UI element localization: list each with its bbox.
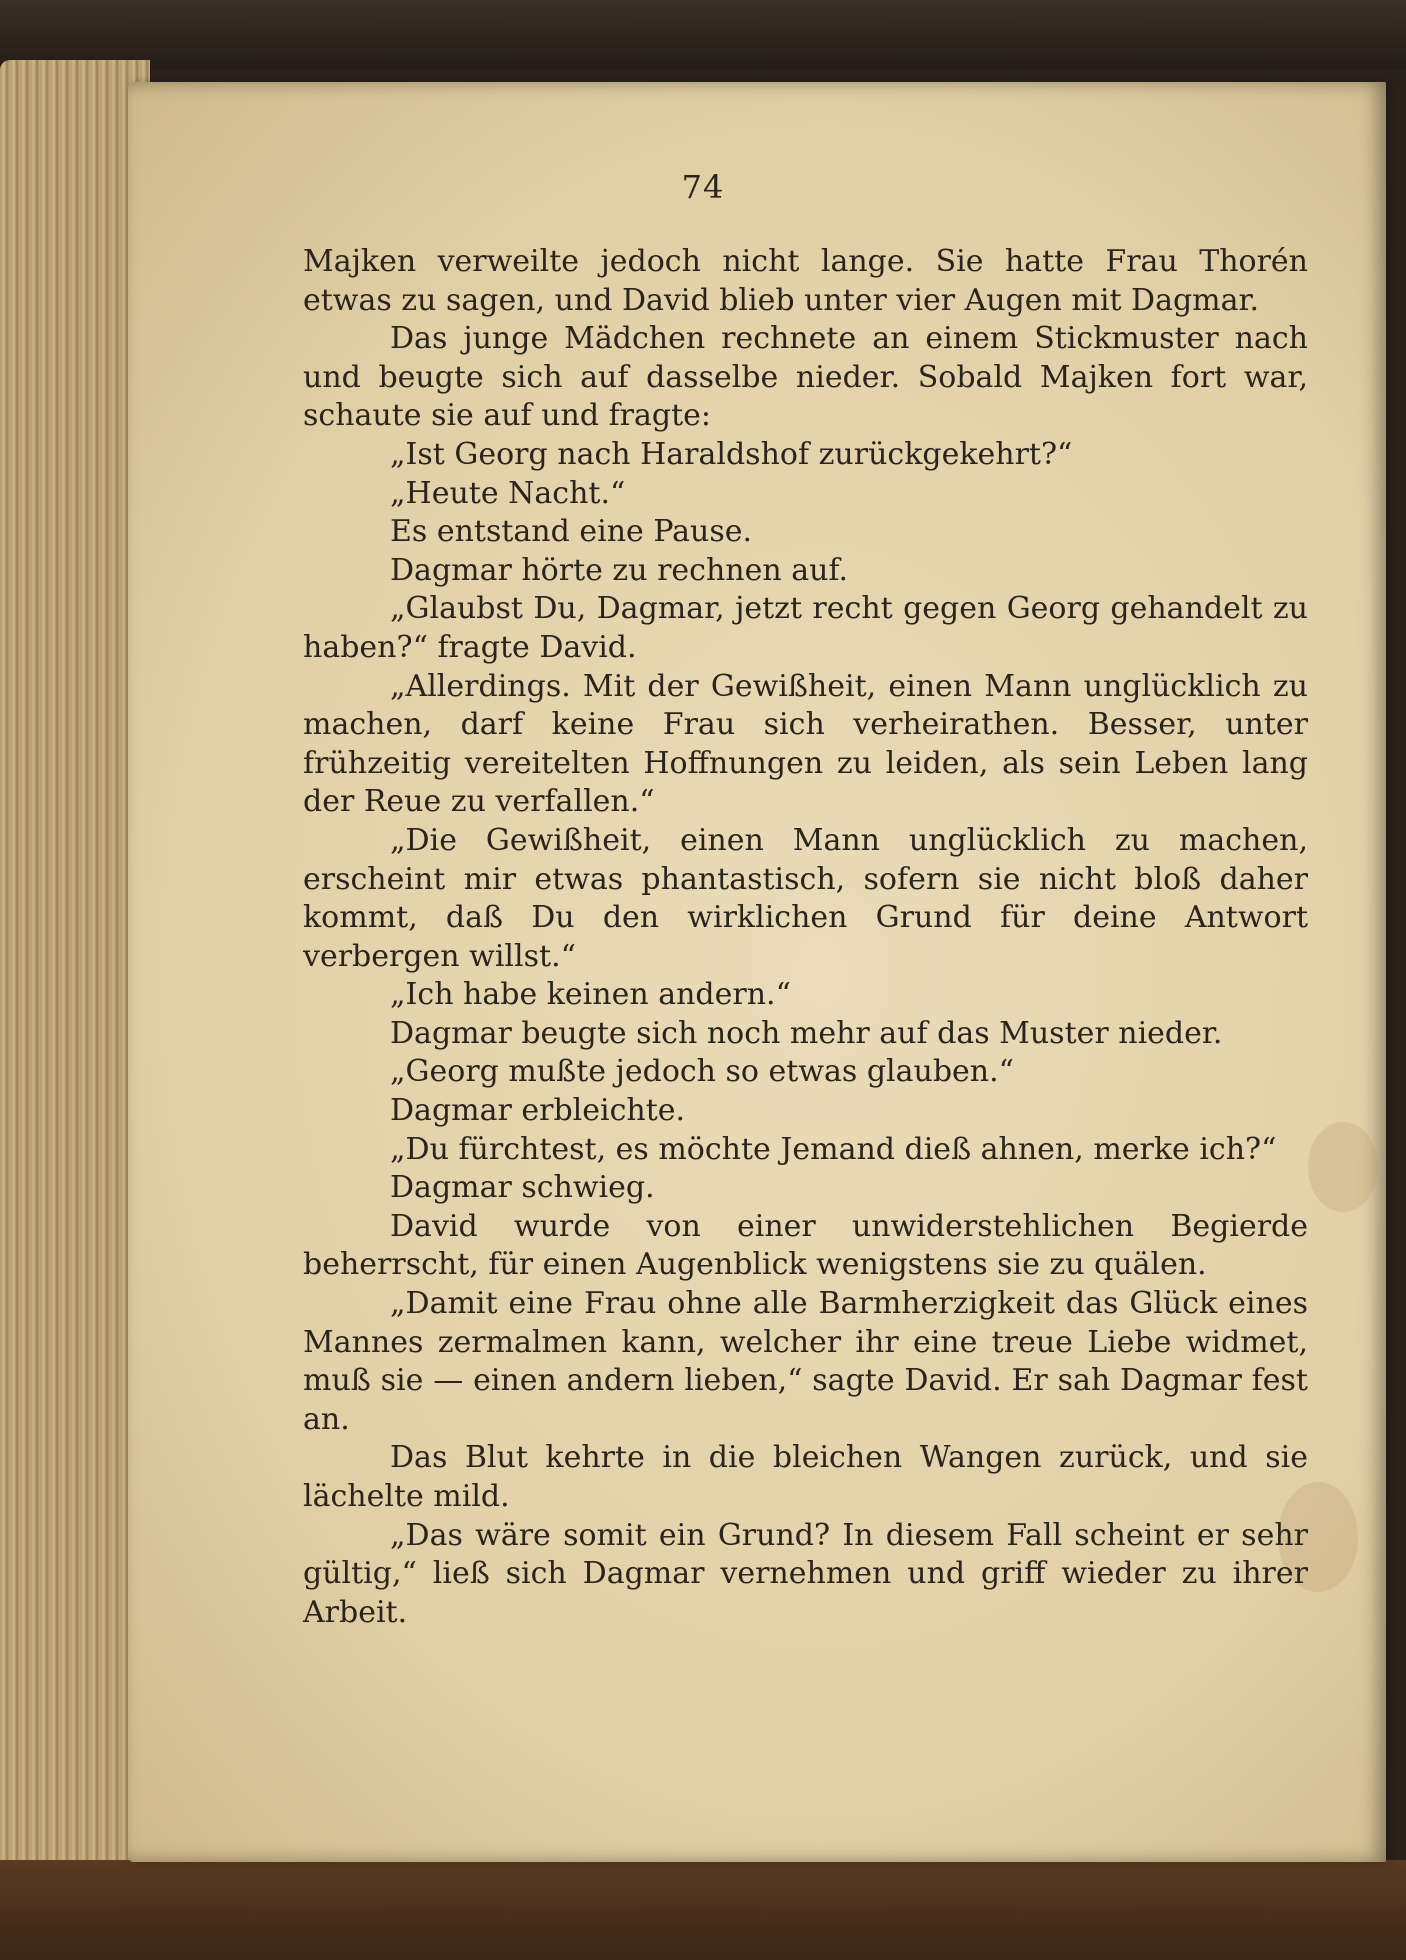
paragraph: Dagmar schwieg.: [390, 1170, 655, 1206]
paragraph: „Die Gewißheit, einen Mann unglücklich zu machen, erscheint mir etwas phantastisch, sofern sie nicht bloß daher kommt, daß Du den wirklichen Grund für deine Antwort verbergen willst.“: [303, 822, 1308, 974]
paragraph: „Ich habe keinen andern.“: [390, 977, 791, 1013]
paragraph: „Das wäre somit ein Grund? In diesem Fall scheint er sehr gültig,“ ließ sich Dagmar vernehmen und griff wieder zu ihrer Arbeit.: [303, 1517, 1308, 1630]
paragraph: „Georg mußte jedoch so etwas glauben.“: [390, 1054, 1014, 1090]
book-cover-bottom: [0, 1860, 1406, 1960]
paragraph: Das Blut kehrte in die bleichen Wangen zurück, und sie lächelte mild.: [303, 1440, 1308, 1514]
paragraph: Das junge Mädchen rechnete an einem Stickmuster nach und beugte sich auf dasselbe nieder. Sobald Majken fort war, schaute sie auf und fragte:: [303, 321, 1308, 434]
paragraph: Dagmar hörte zu rechnen auf.: [390, 552, 849, 588]
paragraph: „Damit eine Frau ohne alle Barmherzigkeit das Glück eines Mannes zermalmen kann, welcher ihr eine treue Liebe widmet, muß sie — einen andern lieben,“ sagte David. Er sah Dagmar fest an.: [303, 1286, 1308, 1437]
paragraph: „Du fürchtest, es möchte Jemand dieß ahnen, merke ich?“: [390, 1131, 1277, 1167]
paragraph: „Ist Georg nach Haraldshof zurückgekehrt?“: [390, 436, 1073, 472]
paragraph: „Glaubst Du, Dagmar, jetzt recht gegen Georg gehandelt zu haben?“ fragte David.: [303, 591, 1308, 665]
paper-stain: [1308, 1122, 1378, 1212]
book-cover-top: [0, 0, 1406, 70]
paragraph: „Heute Nacht.“: [390, 475, 626, 511]
paragraph: Majken verweilte jedoch nicht lange. Sie hatte Frau Thorén etwas zu sagen, und David blieb unter vier Augen mit Dagmar.: [303, 244, 1308, 318]
text-body: [303, 243, 1308, 1632]
paragraph: David wurde von einer unwiderstehlichen Begierde beherrscht, für einen Augenblick wenigstens sie zu quälen.: [303, 1208, 1308, 1283]
paragraph: Dagmar beugte sich noch mehr auf das Muster nieder.: [390, 1015, 1223, 1051]
paragraph: Dagmar erbleichte.: [390, 1093, 686, 1129]
page-number: 74: [681, 168, 725, 206]
paragraph: Es entstand eine Pause.: [390, 514, 753, 550]
paragraph: „Allerdings. Mit der Gewißheit, einen Mann unglücklich zu machen, darf keine Frau sich verheirathen. Besser, unter frühzeitig vereitelten Hoffnungen zu leiden, als sein Leben lang der Reue zu verfallen.“: [303, 668, 1308, 820]
